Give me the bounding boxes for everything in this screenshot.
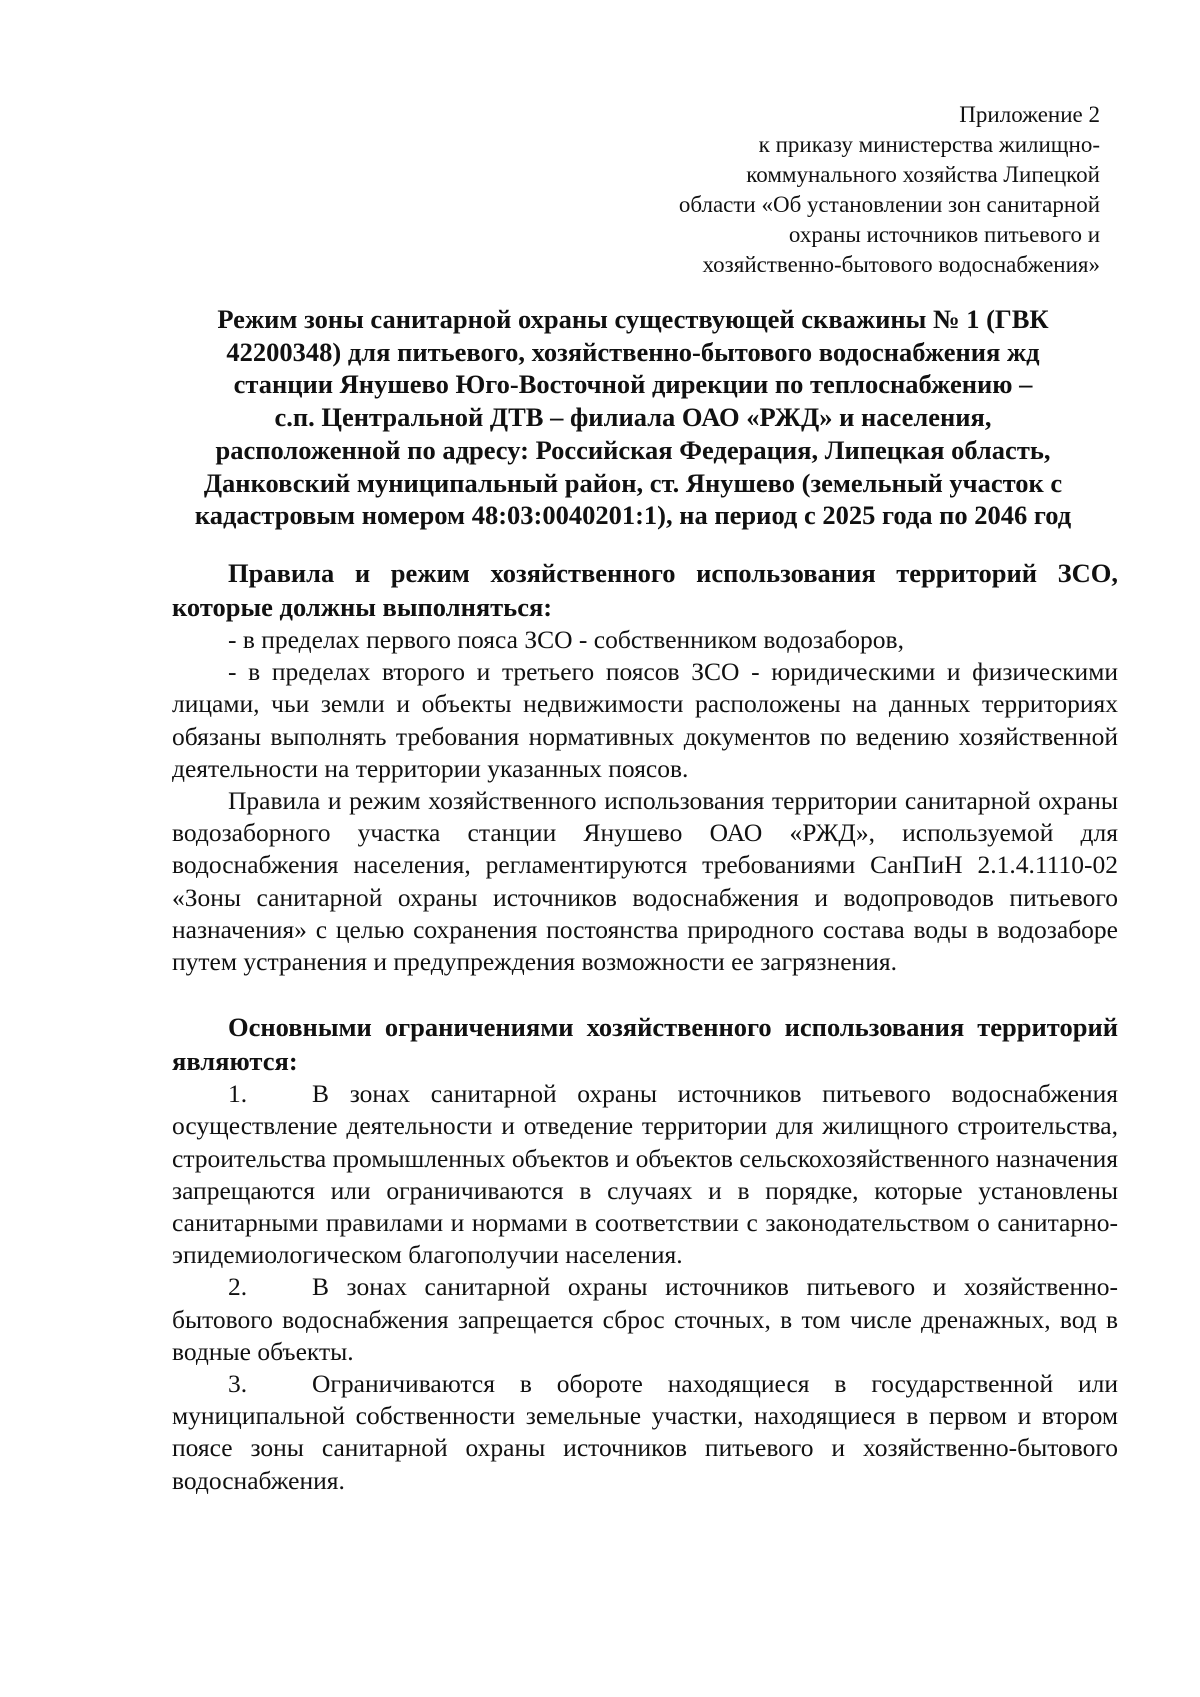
title-line: кадастровым номером 48:03:0040201:1), на период с 2025 года по 2046 год [194, 500, 1072, 531]
title-line: с.п. Центральной ДТВ – филиала ОАО «РЖД» и населения, [274, 402, 992, 433]
appendix-line: хозяйственно-бытового водоснабжения» [702, 252, 1100, 277]
title-line: Данковский муниципальный район, ст. Янушево (земельный участок с [203, 467, 1063, 498]
document-body [172, 556, 1118, 1497]
title-line: станции Янушево Юго-Восточной дирекции по теплоснабжению – [233, 369, 1033, 400]
appendix-header [560, 100, 1100, 280]
restriction-item [172, 1078, 1118, 1271]
appendix-line: области «Об установлении зон санитарной [678, 192, 1100, 217]
restriction-item [172, 1368, 1118, 1497]
rule-item-first-belt: - в пределах первого пояса ЗСО - собственником водозаборов, [228, 625, 904, 654]
appendix-line: к приказу министерства жилищно- [758, 132, 1100, 157]
restriction-item [172, 1271, 1118, 1368]
rules-paragraph: Правила и режим хозяйственного использования территории санитарной охраны водозаборного участка станции Янушево ОАО «РЖД», используемой для водоснабжения населения, регламентируются требованиями СанПиН 2.1.4.1110-02 «Зоны санитарной охраны источников водоснабжения и водопроводов питьевого назначения» с целью сохранения постоянства природного состава воды в водозаборе путем устранения и предупреждения возможности ее загрязнения. [172, 786, 1118, 977]
title-line: Режим зоны санитарной охраны существующей скважины № 1 (ГВК [217, 304, 1049, 334]
item-number: 3. [228, 1369, 248, 1399]
appendix-line: Приложение 2 [959, 102, 1100, 127]
title-line: расположенной по адресу: Российская Федерация, Липецкая область, [215, 434, 1051, 465]
item-text: В зонах санитарной охраны источников питьевого водоснабжения осуществление деятельности и отведение территории для жилищного строительства, строительства промышленных объектов и объектов сельскохозяйственного назначения запрещаются или ограничиваются в случаях и в порядке, которые установлены санитарными правилами и нормами в соответствии с законодательством о санитарно-эпидемиологическом благополучии населения. [172, 1079, 1118, 1270]
title-line: 42200348) для питьевого, хозяйственно-бытового водоснабжения жд [226, 336, 1040, 367]
appendix-line: коммунального хозяйства Липецкой [746, 162, 1100, 187]
item-text: Ограничиваются в обороте находящиеся в государственной или муниципальной собственности земельные участки, находящиеся в первом и втором поясе зоны санитарной охраны источников питьевого и хозяйственно-бытового водоснабжения. [172, 1369, 1118, 1495]
appendix-line: охраны источников питьевого и [788, 222, 1100, 247]
section-heading-rules: Правила и режим хозяйственного использования территорий ЗСО, которые должны выполняться: [172, 558, 1118, 622]
rule-item-second-third-belt: - в пределах второго и третьего поясов ЗСО - юридическими и физическими лицами, чьи земли и объекты недвижимости расположены на данных территориях обязаны выполнять требования нормативных документов по ведению хозяйственной деятельности на территории указанных поясов. [172, 657, 1118, 783]
section-heading-restrictions: Основными ограничениями хозяйственного использования территорий являются: [172, 1012, 1118, 1077]
item-number: 2. [228, 1272, 248, 1302]
item-text: В зонах санитарной охраны источников питьевого и хозяйственно-бытового водоснабжения запрещается сброс сточных, в том числе дренажных, вод в водные объекты. [172, 1272, 1118, 1366]
document-title [150, 303, 1116, 532]
item-number: 1. [228, 1079, 248, 1109]
